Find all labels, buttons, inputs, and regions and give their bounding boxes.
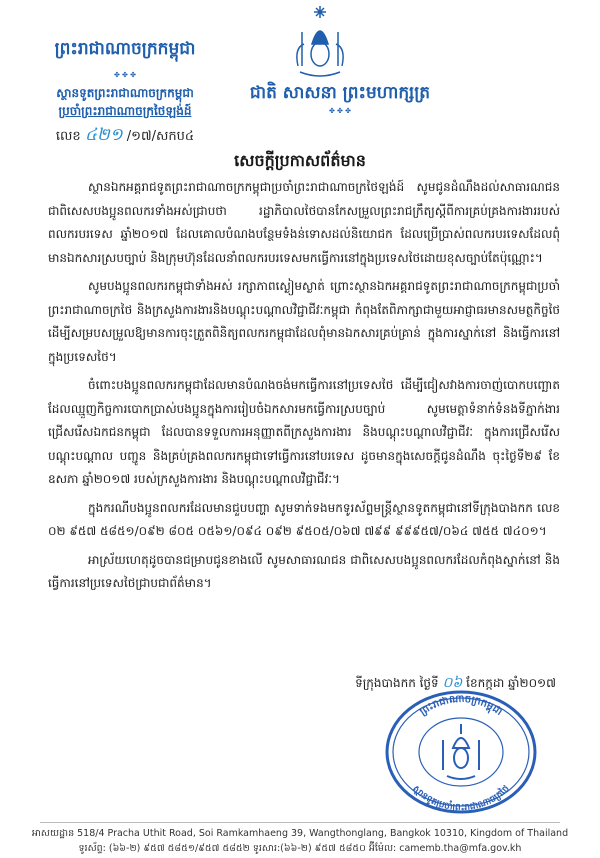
- embassy-seal-stamp: [383, 688, 539, 816]
- handwritten-ref-number: ៤២១: [84, 125, 123, 145]
- national-motto: ជាតិ សាសនា ព្រះមហាក្សត្រ: [249, 83, 431, 103]
- footer-divider: [40, 822, 560, 823]
- document-body: [48, 176, 560, 601]
- document-title: សេចក្ដីប្រកាសព័ត៌មាន: [234, 151, 366, 170]
- embassy-address: អាសយដ្ឋាន 518/4 Pracha Uthit Road, Soi Ramkamhaeng 39, Wangthonglang, Bangkok 10310, Kingdom of Thailand: [31, 828, 569, 839]
- svg-text:ស្ថានទូតប្រចាំព្រះរាជាណាចក្រថៃ: [410, 782, 511, 813]
- paragraph: ស្ថានឯកអគ្គរាជទូតព្រះរាជាណាចក្រកម្ពុជាប្រចាំព្រះរាជាណាចក្រថៃឡង់ដ៍ សូមជូនដំណឹងដល់សាធារណជន ជាពិសេសបងប្អូនពលករទាំងអស់ជ្រាបថា រដ្ឋាភិបាលថៃបានកែសម្រួលព្រះរាជក្រឹត្យស្ដីពីការគ្រប់គ្រងការងាររបស់ពលករបរទេស ឆ្នាំ២០១៧ ដែលគោលបំណងបន្ថែមទំងន់ទោសដល់និយោជក ដែលប្រើប្រាស់ពលករបរទេសដែលពុំមានឯកសារស្របច្បាប់ និងក្រុមហ៊ុនដែលនាំពលករបរទេសមកធ្វើការនៅក្នុងប្រទេសថៃដោយខុសច្បាប់តែប៉ុណ្ណោះ។: [48, 180, 560, 265]
- stamp-text-bottom: ស្ថានទូតប្រចាំព្រះរាជាណាចក្រថៃ: [410, 783, 512, 814]
- handwritten-day: ០៦: [442, 675, 463, 691]
- embassy-contact: ទូរស័ព្ទ: (៦៦-២) ៩៥៧ ៥៨៥១/៩៥៧ ៥៨៥២ ទូរសារ:(៦៦-២) ៩៥៧ ៥៨៥០ អ៊ីម៉ែល: camemb.tha@mfa.gov.kh: [78, 843, 522, 854]
- paragraph: ក្នុងករណីបងប្អូនពលករដែលមានជួបបញ្ហា សូមទាក់ទងមកទូរស័ព្ទមន្ត្រីស្ថានទូតកម្ពុជានៅទីក្រុងបាងកក លេខ ០២ ៩៥៧ ៥៨៥១/០៩២ ៨០៥ ០៥៦១/០៩៤ ០៩២ ៩៥០៥/០៦៧ ៧៩៩ ៩៩៩៥៧/០៦៤ ៧៥៥ ៧៤០១។: [48, 500, 560, 538]
- sender-header: [30, 38, 220, 149]
- letterhead-footer: [0, 826, 600, 856]
- kingdom-name: ព្រះរាជាណាចក្រកម្ពុជា: [54, 39, 196, 59]
- royal-coat-of-arms-icon: [290, 4, 350, 84]
- date-line: ទីក្រុងបាងកក ថ្ងៃទី ០៦ ខែកក្កដា ឆ្នាំ២០១៧: [355, 675, 556, 691]
- ornament-divider: ✤ ✤ ✤: [328, 107, 352, 115]
- embassy-name: ស្ថានទូតព្រះរាជាណាចក្រកម្ពុជា: [56, 86, 194, 100]
- embassy-location: ប្រចាំព្រះរាជាណាចក្រថៃឡង់ដ៍: [58, 104, 192, 118]
- paragraph: ចំពោះបងប្អូនពលករកម្ពុជាដែលមានបំណងចង់មកធ្វើការនៅប្រទេសថៃ ដើម្បីជៀសវាងការចាញ់បោកបញ្ឆោតដែលឈ្មួញកិច្ចការបោកប្រាស់បងប្អូនក្នុងការរៀបចំឯកសារមកធ្វើការស្របច្បាប់ សូមមេត្តាទំនាក់ទំនងទីភ្នាក់ងារជ្រើសរើសឯកជនកម្ពុជា ដែលបានទទួលការអនុញ្ញាតពីក្រសួងការងារ និងបណ្តុះបណ្តាលវិជ្ជាជីវៈ ក្នុងការជ្រើសរើស បណ្តុះបណ្តាល បញ្ជូន និងគ្រប់គ្រងពលករកម្ពុជាទៅធ្វើការនៅបរទេស ដូចមានក្នុងសេចក្តីជូនដំណឹង ចុះថ្ងៃទី២៩ ខែឧសភា ឆ្នាំ២០១៧ របស់ក្រសួងការងារ និងបណ្តុះបណ្តាលវិជ្ជាជីវៈ។: [48, 378, 560, 486]
- stamp-text-top: ព្រះរាជាណាចក្រកម្ពុជា: [418, 693, 505, 718]
- ornament-divider: ✤ ✤ ✤: [113, 71, 137, 79]
- reference-number: លេខ ៤២១ /១៧/សកប៤: [55, 125, 195, 145]
- motto-header: [210, 82, 470, 115]
- paragraph: សូមបងប្អូនពលករកម្ពុជាទាំងអស់ រក្សាភាពស្ងៀមស្ងាត់ ព្រោះស្ថានឯកអគ្គរាជទូតព្រះរាជាណាចក្រកម្ពុជាប្រចាំព្រះរាជាណាចក្រថៃ និងក្រសួងការងារនិងបណ្តុះបណ្តាលវិជ្ជាជីវៈកម្ពុជា កំពុងតែពិភាក្សាជាមួយអាជ្ញាធរមានសមត្ថកិច្ចថៃ ដើម្បីសម្របសម្រួលឱ្យមានការចុះត្រួតពិនិត្យពលករកម្ពុជាដែលពុំមានឯកសារគ្រប់គ្រាន់ ក្នុងការស្នាក់នៅ និងធ្វើការនៅក្នុងប្រទេសថៃ។: [48, 279, 560, 364]
- paragraph: អាស្រ័យហេតុដូចបានជម្រាបជូនខាងលើ សូមសាធារណជន ជាពិសេសបងប្អូនពលករដែលកំពុងស្នាក់នៅ និងធ្វើការនៅប្រទេសថៃជ្រាបជាព័ត៌មាន។: [48, 552, 560, 590]
